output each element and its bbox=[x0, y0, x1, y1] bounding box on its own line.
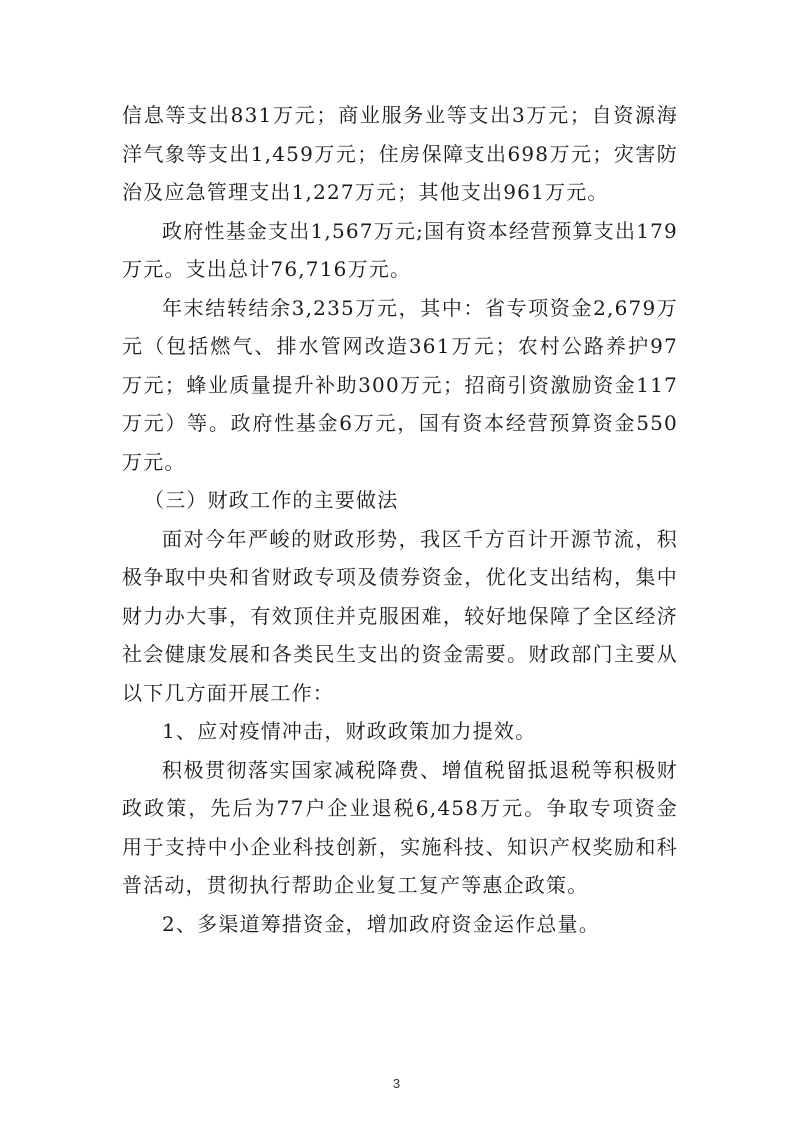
subheading-item-2: 2、多渠道筹措资金，增加政府资金运作总量。 bbox=[162, 911, 600, 936]
section-heading: （三）财政工作的主要做法 bbox=[144, 488, 399, 512]
subheading-item-1: 1、应对疫情冲击，财政政策加力提效。 bbox=[162, 719, 537, 743]
paragraph-year-end-balance: 年末结转结余3,235万元，其中：省专项资金2,679万元（包括燃气、排水管网改造361万元；农村公路养护97万元；蜂业质量提升补助300万元；招商引资激励资金117万元）等。政府性基金6万元，国有资本经营预算资金550万元。 bbox=[122, 295, 678, 474]
paragraph-item-1-detail: 积极贯彻落实国家减税降费、增值税留抵退税等积极财政政策，先后为77户企业退税6,458万元。争取专项资金用于支持中小企业科技创新，实施科技、知识产权奖励和科普活动，贯彻执行帮助企业复工复产等惠企政策。 bbox=[122, 757, 678, 897]
paragraph-main-practices: 面对今年严峻的财政形势，我区千方百计开源节流，积极争取中央和省财政专项及债券资金，优化支出结构，集中财力办大事，有效顶住并克服困难，较好地保障了全区经济社会健康发展和各类民生支出的资金需要。财政部门主要从以下几方面开展工作： bbox=[122, 526, 678, 705]
page-number: 3 bbox=[392, 1076, 401, 1091]
paragraph-expenditure-continued: 信息等支出831万元；商业服务业等支出3万元；自资源海洋气象等支出1,459万元；住房保障支出698万元；灾害防治及应急管理支出1,227万元；其他支出961万元。 bbox=[122, 103, 678, 204]
paragraph-fund-expenditure: 政府性基金支出1,567万元;国有资本经营预算支出179万元。支出总计76,716万元。 bbox=[122, 218, 678, 281]
document-body bbox=[122, 96, 678, 943]
